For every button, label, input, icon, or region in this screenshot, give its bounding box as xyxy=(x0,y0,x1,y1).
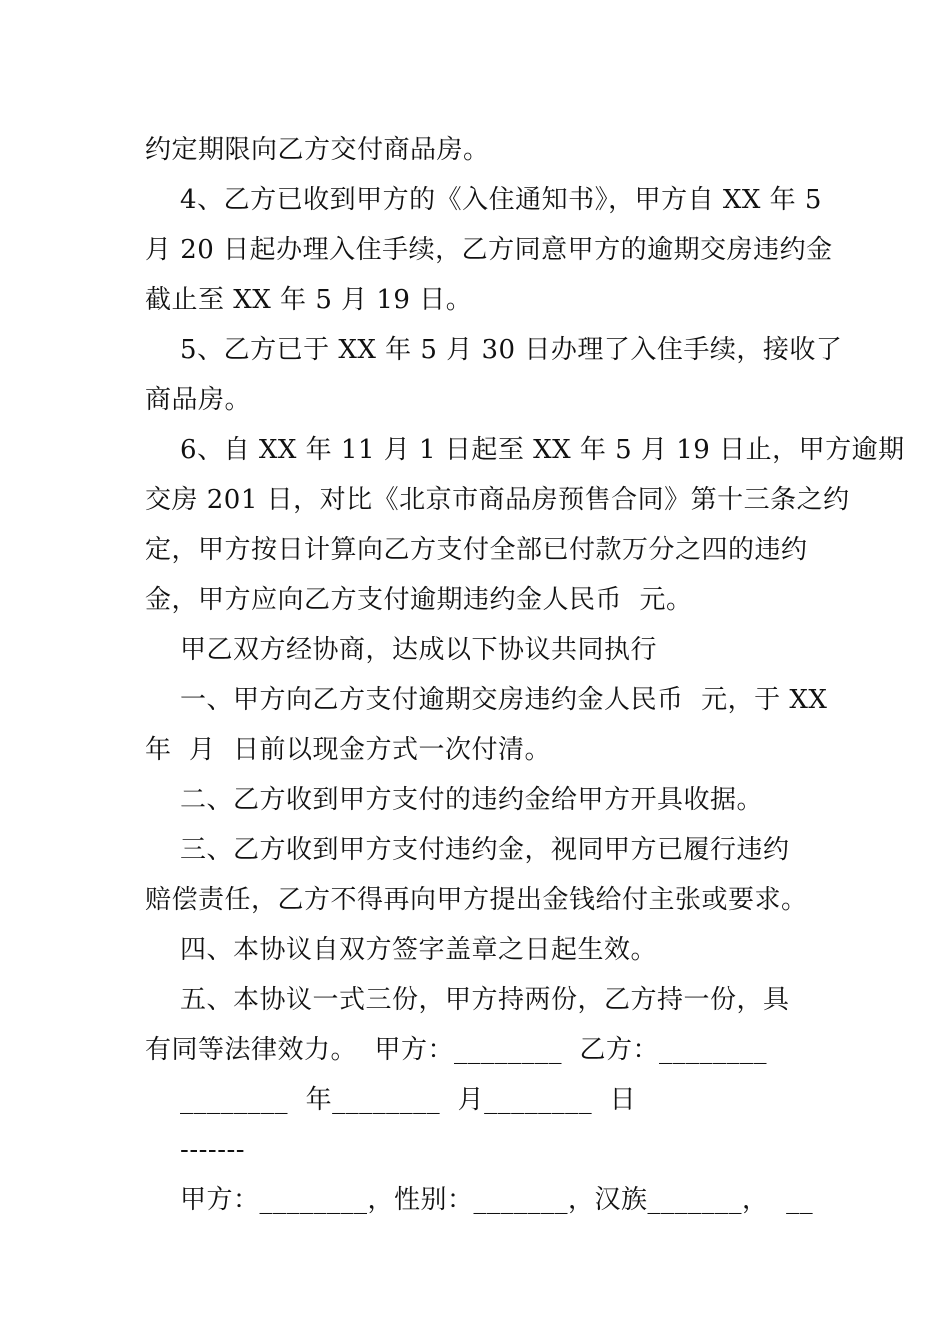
text-line-11: 甲乙双方经协商，达成以下协议共同执行 xyxy=(145,635,658,665)
text-line-19: 有同等法律效力。 甲方：________ 乙方：________ xyxy=(145,1035,768,1065)
text-line-15: 三、乙方收到甲方支付违约金，视同甲方已履行违约 xyxy=(145,835,790,865)
text-line-17: 四、本协议自双方签字盖章之日起生效。 xyxy=(145,935,658,965)
text-line-3: 月 20 日起办理入住手续，乙方同意甲方的逾期交房违约金 xyxy=(145,235,833,265)
text-line-22: 甲方：________，性别：_______，汉族_______， __ xyxy=(145,1185,814,1215)
text-line-12: 一、甲方向乙方支付逾期交房违约金人民币 元，于 XX xyxy=(145,685,828,715)
text-line-16: 赔偿责任，乙方不得再向甲方提出金钱给付主张或要求。 xyxy=(145,885,808,915)
text-line-6: 商品房。 xyxy=(145,385,252,415)
text-line-8: 交房 201 日，对比《北京市商品房预售合同》第十三条之约 xyxy=(145,485,850,515)
text-line-18: 五、本协议一式三份，甲方持两份，乙方持一份，具 xyxy=(145,985,790,1015)
text-line-7: 6、自 XX 年 11 月 1 日起至 XX 年 5 月 19 日止，甲方逾期 xyxy=(145,435,905,465)
text-line-1: 约定期限向乙方交付商品房。 xyxy=(145,135,490,165)
text-line-21: ------- xyxy=(145,1135,246,1165)
text-line-2: 4、乙方已收到甲方的《入住通知书》，甲方自 XX 年 5 xyxy=(145,185,822,215)
text-line-20: ________ 年________ 月________ 日 xyxy=(145,1085,637,1115)
text-line-4: 截止至 XX 年 5 月 19 日。 xyxy=(145,285,473,315)
text-line-13: 年 月 日前以现金方式一次付清。 xyxy=(145,735,552,765)
text-line-5: 5、乙方已于 XX 年 5 月 30 日办理了入住手续，接收了 xyxy=(145,335,843,365)
text-line-9: 定，甲方按日计算向乙方支付全部已付款万分之四的违约 xyxy=(145,535,808,565)
text-line-10: 金，甲方应向乙方支付逾期违约金人民币 元。 xyxy=(145,585,693,615)
text-line-14: 二、乙方收到甲方支付的违约金给甲方开具收据。 xyxy=(145,785,764,815)
